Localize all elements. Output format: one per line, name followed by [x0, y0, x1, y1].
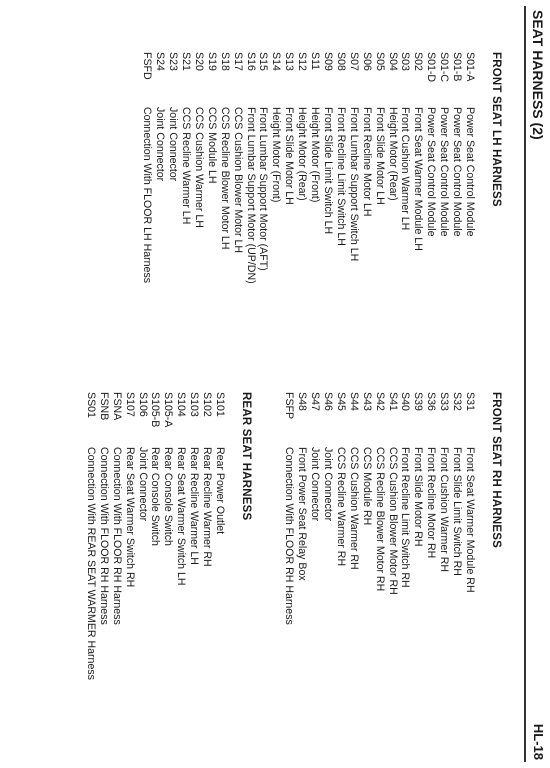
connector-code: S48 — [296, 392, 309, 411]
connector-description: Power Seat Control Module — [425, 107, 438, 237]
connector-code: FSNA — [110, 392, 123, 421]
connector-code: S08 — [334, 52, 347, 71]
connector-description: Power Seat Control Module — [464, 107, 476, 237]
connector-row — [360, 392, 373, 625]
connector-row — [97, 392, 110, 680]
connector-row — [334, 392, 347, 625]
connector-row — [463, 392, 476, 625]
connector-code: S15 — [257, 52, 270, 71]
connector-row — [334, 52, 347, 284]
connector-description: CCS Recline Warmer RH — [334, 447, 347, 567]
connector-description: Rear Seat Warmer Switch LH — [175, 447, 188, 586]
connector-description: Connection With FLOOR LH Harness — [141, 107, 154, 284]
section-title: FRONT SEAT LH HARNESS — [490, 52, 502, 207]
connector-description: Joint Connector — [136, 447, 149, 522]
connector-code: S01-A — [464, 52, 476, 82]
connector-row — [123, 392, 136, 680]
connector-description: Front Slide Limit Switch RH — [451, 447, 464, 576]
connector-description: CCS Module LH — [205, 107, 218, 184]
connector-row — [218, 52, 231, 284]
connector-description: CCS Cushion Warmer RH — [347, 447, 360, 570]
connector-row — [187, 392, 200, 680]
connector-row — [450, 52, 463, 284]
connector-description: Front Recline Limit Switch RH — [399, 447, 412, 588]
connector-row — [231, 52, 244, 284]
connector-description: Front Slide Motor LH — [373, 107, 386, 205]
connector-row — [295, 392, 308, 625]
connector-row — [411, 52, 424, 284]
connector-description: Power Seat Control Module — [438, 107, 451, 237]
connector-row — [463, 52, 476, 284]
connector-description: Joint Connector — [322, 447, 335, 522]
connector-description: CCS Module RH — [360, 447, 373, 526]
rear-seat-harness-section — [84, 392, 252, 680]
connector-description: CCS Cushion Blower Motor LH — [231, 107, 244, 254]
connector-description: Front Slide Motor LH — [283, 107, 296, 205]
connector-code: S17 — [231, 52, 244, 71]
connector-description: Height Motor (Front) — [270, 107, 283, 203]
connector-row — [411, 392, 424, 625]
connector-code: S14 — [270, 52, 283, 71]
connector-row — [244, 52, 257, 284]
connector-code: S05 — [373, 52, 386, 71]
connector-row — [295, 52, 308, 284]
connector-code: S105-B — [149, 392, 162, 428]
connector-code: S21 — [180, 52, 193, 71]
page-number: HL-18 — [531, 723, 546, 760]
connector-code: S06 — [360, 52, 373, 71]
connector-row — [140, 52, 153, 284]
connector-code: S07 — [347, 52, 360, 71]
connector-row — [192, 52, 205, 284]
connector-description: Rear Recline Warmer LH — [188, 447, 201, 565]
connector-code: S42 — [373, 392, 386, 411]
connector-code: S09 — [322, 52, 335, 71]
connector-description: Joint Connector — [309, 447, 322, 522]
connector-description: Front Power Seat Relay Box — [296, 447, 309, 581]
connector-description: Rear Console Switch — [149, 447, 162, 546]
connector-code: S02 — [412, 52, 425, 71]
connector-code: S11 — [309, 52, 322, 71]
connector-row — [347, 392, 360, 625]
connector-code: S36 — [425, 392, 438, 411]
connector-description: Front Slide Motor RH — [412, 447, 425, 547]
connector-code: S41 — [386, 392, 399, 411]
connector-description: Connection With FLOOR RH Harness — [110, 447, 123, 625]
connector-code: S46 — [322, 392, 335, 411]
connector-description: Front Recline Motor RH — [425, 447, 438, 559]
connector-description: Rear Power Outlet — [214, 447, 226, 535]
connector-code: S105-A — [162, 392, 175, 428]
connector-code: S16 — [244, 52, 257, 71]
connector-code: S33 — [438, 392, 451, 411]
connector-description: Front Lumbar Support Switch LH — [347, 107, 360, 262]
connector-row — [161, 392, 174, 680]
connector-description: Height Motor (Front) — [309, 107, 322, 203]
connector-description: CCS Recline Blower Motor RH — [373, 447, 386, 592]
connector-row — [200, 392, 213, 680]
connector-code: S44 — [347, 392, 360, 411]
connector-row — [166, 52, 179, 284]
connector-row — [257, 52, 270, 284]
connector-code: S01-C — [438, 52, 451, 83]
connector-code: FSNB — [97, 392, 110, 421]
connector-row — [84, 392, 97, 680]
connector-code: S102 — [201, 392, 214, 417]
connector-description: Front Seat Warmer Module LH — [412, 107, 425, 251]
connector-description: Front Cushion Warmer LH — [399, 107, 412, 231]
connector-description: Connection With FLOOR RH Harness — [97, 447, 110, 625]
connector-code: S12 — [296, 52, 309, 71]
connector-row — [282, 52, 295, 284]
connector-code: FSFP — [283, 392, 296, 420]
connector-description: Joint Connector — [154, 107, 167, 182]
connector-row — [437, 392, 450, 625]
connector-description: Rear Console Switch — [162, 447, 175, 546]
connector-description: Rear Seat Warmer Switch RH — [123, 447, 136, 588]
connector-row — [149, 392, 162, 680]
connector-description: Connection With FLOOR RH Harness — [283, 447, 296, 625]
connector-row — [437, 52, 450, 284]
connector-code: S101 — [214, 392, 226, 417]
connector-code: S24 — [154, 52, 167, 71]
connector-description: Height Motor (Rear) — [296, 107, 309, 201]
section-title: REAR SEAT HARNESS — [240, 392, 252, 521]
connector-code: S19 — [205, 52, 218, 71]
connector-code: S43 — [360, 392, 373, 411]
connector-description: Joint Connector — [167, 107, 180, 182]
connector-code: S39 — [412, 392, 425, 411]
connector-row — [424, 52, 437, 284]
connector-description: Front Recline Limit Switch LH — [334, 107, 347, 246]
header-divider — [524, 6, 526, 762]
connector-row — [450, 392, 463, 625]
connector-description: CCS Recline Warmer LH — [180, 107, 193, 225]
connector-description: Connection With REAR SEAT WARMER Harness — [84, 447, 97, 680]
connector-code: FSFD — [141, 52, 154, 80]
connector-row — [386, 392, 399, 625]
connector-row — [136, 392, 149, 680]
connector-row — [424, 392, 437, 625]
connector-description: Power Seat Control Module — [451, 107, 464, 237]
front-seat-lh-harness-section — [140, 52, 502, 284]
connector-description: Front Seat Warmer Module RH — [464, 447, 476, 593]
section-title: FRONT SEAT RH HARNESS — [490, 392, 502, 549]
connector-code: S20 — [192, 52, 205, 71]
connector-code: S03 — [399, 52, 412, 71]
connector-description: CCS Recline Blower Motor LH — [218, 107, 231, 250]
connector-code: S47 — [309, 392, 322, 411]
connector-code: S40 — [399, 392, 412, 411]
connector-description: Front Cushion Warmer RH — [438, 447, 451, 572]
connector-row — [386, 52, 399, 284]
connector-description: CCS Cushion Warmer LH — [192, 107, 205, 228]
connector-row — [174, 392, 187, 680]
connector-description: Rear Recline Warmer RH — [201, 447, 214, 567]
front-seat-rh-harness-section — [282, 392, 502, 625]
connector-row — [308, 392, 321, 625]
connector-row — [360, 52, 373, 284]
connector-row — [270, 52, 283, 284]
connector-row — [347, 52, 360, 284]
connector-code: S01-B — [451, 52, 464, 82]
connector-row — [373, 52, 386, 284]
connector-code: S103 — [188, 392, 201, 417]
connector-code: S23 — [167, 52, 180, 71]
connector-code: S45 — [334, 392, 347, 411]
connector-code: S04 — [386, 52, 399, 71]
connector-row — [399, 52, 412, 284]
connector-row — [321, 52, 334, 284]
connector-description: CCS Cushion Blower Motor RH — [386, 447, 399, 595]
connector-row — [213, 392, 226, 680]
connector-row — [399, 392, 412, 625]
connector-row — [373, 392, 386, 625]
connector-row — [282, 392, 295, 625]
connector-code: S31 — [464, 392, 476, 411]
connector-code: SS01 — [84, 392, 97, 418]
connector-row — [308, 52, 321, 284]
connector-row — [110, 392, 123, 680]
connector-code: S106 — [136, 392, 149, 417]
connector-code: S32 — [451, 392, 464, 411]
connector-description: Front Recline Motor LH — [360, 107, 373, 217]
connector-description: Front Lumbar Support Motor (UP/DN) — [244, 107, 257, 284]
connector-row — [153, 52, 166, 284]
connector-description: Front Slide Limit Switch LH — [322, 107, 335, 235]
connector-code: S104 — [175, 392, 188, 417]
connector-row — [205, 52, 218, 284]
connector-row — [321, 392, 334, 625]
connector-code: S01-D — [425, 52, 438, 83]
connector-code: S18 — [218, 52, 231, 71]
page-title: SEAT HARNESS (2) — [530, 10, 546, 140]
connector-description: Front Lumbar Support Motor (AFT) — [257, 107, 270, 271]
connector-code: S107 — [123, 392, 136, 417]
connector-row — [179, 52, 192, 284]
connector-code: S13 — [283, 52, 296, 71]
connector-description: Height Motor (Rear) — [386, 107, 399, 201]
